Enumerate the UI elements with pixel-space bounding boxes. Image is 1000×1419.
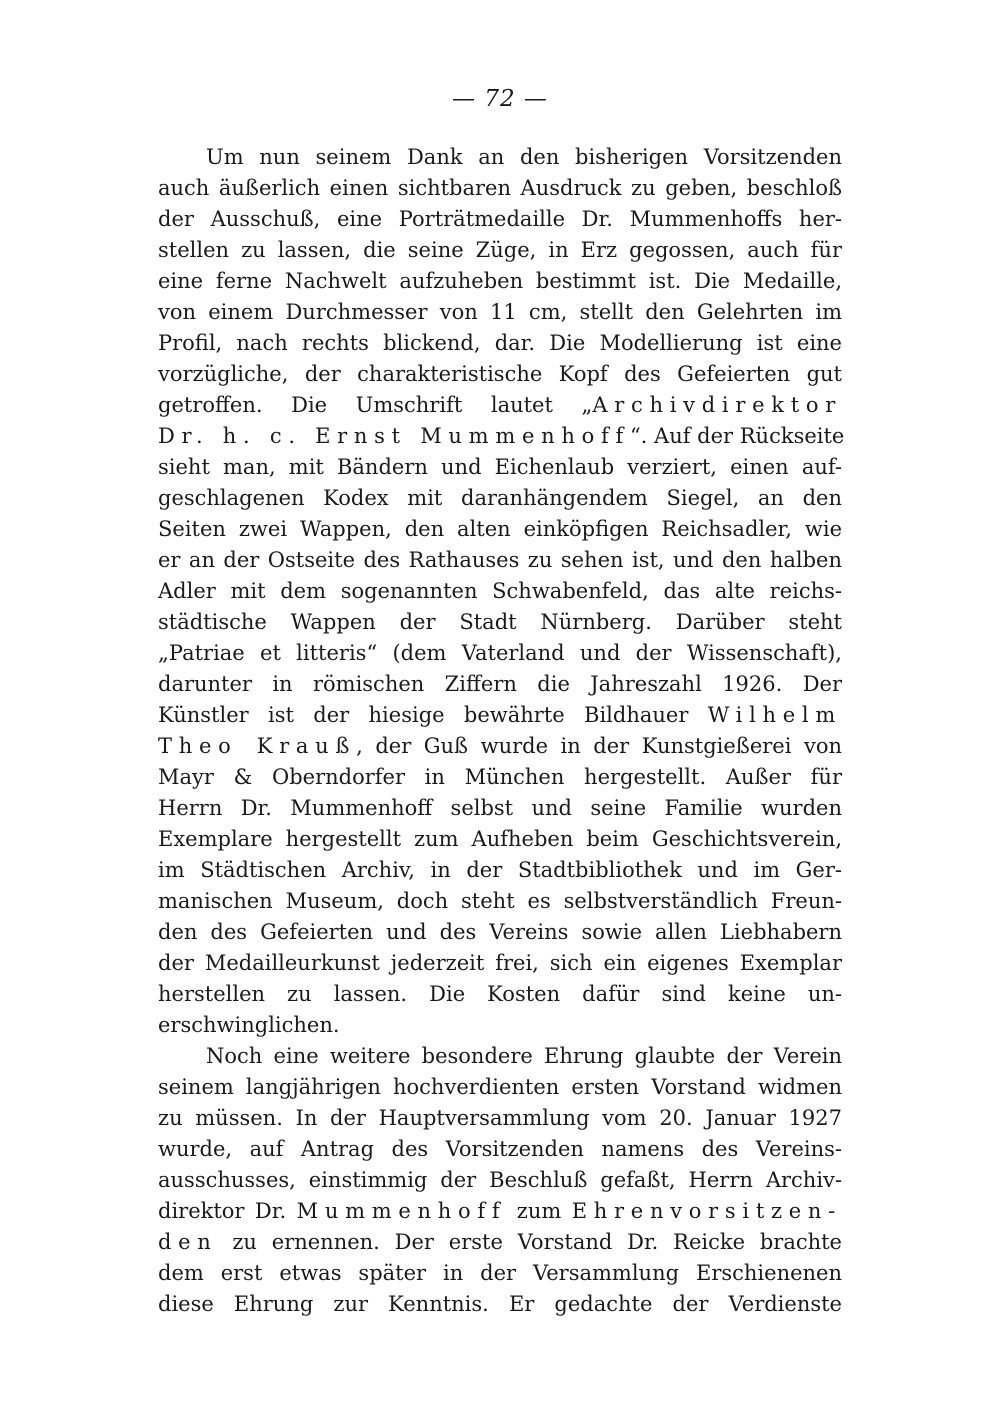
spaced-text: Ernst Mummenhoff bbox=[315, 424, 630, 448]
paragraph-1 bbox=[158, 142, 845, 1041]
text-line: Adler mit dem sogenannten Schwabenfeld, das alte reichs- bbox=[158, 579, 842, 603]
text-line: Profil, nach rechts blickend, dar. Die Modellierung ist eine bbox=[158, 331, 842, 355]
text-line: seinem langjährigen hochverdienten ersten Vorstand widmen bbox=[158, 1075, 842, 1099]
text-run: zum bbox=[506, 1199, 572, 1223]
spaced-text: Archivdirektor bbox=[592, 393, 842, 417]
text-line bbox=[158, 390, 842, 421]
page-number: — 72 — bbox=[452, 86, 548, 112]
text-line bbox=[158, 1227, 842, 1258]
text-line: Mayr & Oberndorfer in München hergestellt. Außer für bbox=[158, 765, 842, 789]
text-line: zu müssen. In der Hauptversammlung vom 20. Januar 1927 bbox=[158, 1106, 842, 1130]
text-line: Exemplare hergestellt zum Aufheben beim Geschichtsverein, bbox=[158, 827, 842, 851]
text-line: „Patriae et litteris“ (dem Vaterland und der Wissenschaft), bbox=[158, 641, 842, 665]
text-line: wurde, auf Antrag des Vorsitzenden namens des Vereins- bbox=[158, 1137, 842, 1161]
text-line bbox=[158, 421, 845, 452]
text-line: eine ferne Nachwelt aufzuheben bestimmt ist. Die Medaille, bbox=[158, 269, 842, 293]
text-line: Seiten zwei Wappen, den alten einköpfigen Reichsadler, wie bbox=[158, 517, 842, 541]
spaced-text: den bbox=[158, 1230, 218, 1254]
text-line: im Städtischen Archiv, in der Stadtbibliothek und im Ger- bbox=[158, 858, 842, 882]
paragraph-2 bbox=[158, 1041, 842, 1320]
text-line: darunter in römischen Ziffern die Jahreszahl 1926. Der bbox=[158, 672, 842, 696]
spaced-text: Wilhelm bbox=[707, 703, 842, 727]
text-line: herstellen zu lassen. Die Kosten dafür sind keine un- bbox=[158, 982, 842, 1006]
text-line: der Ausschuß, eine Porträtmedaille Dr. Mummenhoffs her- bbox=[158, 207, 842, 231]
text-line: Noch eine weitere besondere Ehrung glaubte der Verein bbox=[206, 1044, 842, 1068]
spaced-text: Mummenhoff bbox=[296, 1199, 507, 1223]
text-line: erschwinglichen. bbox=[158, 1013, 340, 1037]
text-run: , der Guß wurde in der Kunstgießerei von bbox=[356, 734, 842, 758]
body-text bbox=[158, 142, 845, 1320]
text-line: dem erst etwas später in der Versammlung Erschienenen bbox=[158, 1261, 842, 1285]
text-run: direktor Dr. bbox=[158, 1199, 297, 1223]
text-line: auch äußerlich einen sichtbaren Ausdruck zu geben, beschloß bbox=[158, 176, 842, 200]
text-line: städtische Wappen der Stadt Nürnberg. Darüber steht bbox=[158, 610, 842, 634]
text-run: getroffen. Die Umschrift lautet „ bbox=[158, 393, 593, 417]
text-line: geschlagenen Kodex mit daranhängendem Siegel, an den bbox=[158, 486, 842, 510]
spaced-text: Ehrenvorsitzen- bbox=[571, 1199, 842, 1223]
text-line: Herrn Dr. Mummenhoff selbst und seine Familie wurden bbox=[158, 796, 842, 820]
spaced-text: Theo Krauß bbox=[158, 734, 357, 758]
text-line: von einem Durchmesser von 11 cm, stellt den Gelehrten im bbox=[158, 300, 842, 324]
text-line: vorzügliche, der charakteristische Kopf des Gefeierten gut bbox=[158, 362, 842, 386]
text-line: ausschusses, einstimmig der Beschluß gefaßt, Herrn Archiv- bbox=[158, 1168, 842, 1192]
text-run: Künstler ist der hiesige bewährte Bildhauer bbox=[158, 703, 708, 727]
text-line: den des Gefeierten und des Vereins sowie allen Liebhabern bbox=[158, 920, 842, 944]
spaced-text: Dr. h. c. bbox=[158, 424, 316, 448]
text-line bbox=[158, 731, 842, 762]
text-line: sieht man, mit Bändern und Eichenlaub verziert, einen auf- bbox=[158, 455, 842, 479]
text-run: zu ernennen. Der erste Vorstand Dr. Reicke brachte bbox=[217, 1230, 842, 1254]
text-line bbox=[158, 700, 842, 731]
text-line: diese Ehrung zur Kenntnis. Er gedachte der Verdienste bbox=[158, 1292, 842, 1316]
text-line: stellen zu lassen, die seine Züge, in Erz gegossen, auch für bbox=[158, 238, 842, 262]
text-line: Um nun seinem Dank an den bisherigen Vorsitzenden bbox=[206, 145, 842, 169]
text-line: manischen Museum, doch steht es selbstverständlich Freun- bbox=[158, 889, 842, 913]
text-run: “. Auf der Rückseite bbox=[629, 424, 845, 448]
text-line: der Medailleurkunst jederzeit frei, sich ein eigenes Exemplar bbox=[158, 951, 842, 975]
text-line: er an der Ostseite des Rathauses zu sehen ist, und den halben bbox=[158, 548, 842, 572]
text-line bbox=[158, 1196, 842, 1227]
